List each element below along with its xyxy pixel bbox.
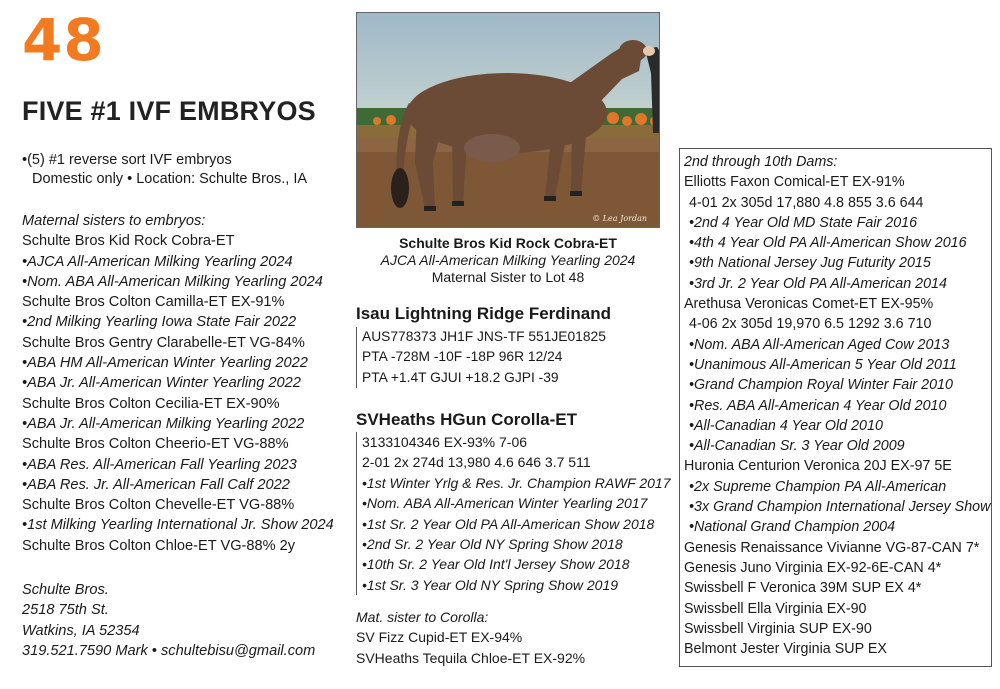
maternal-heading: Maternal sisters to embryos: — [22, 213, 206, 229]
entry-award: •3x Grand Champion International Jersey Show — [689, 499, 991, 516]
entry-record: 4-01 2x 305d 17,880 4.8 855 3.6 644 — [689, 194, 924, 211]
dam-info — [356, 432, 671, 595]
dams-list — [684, 172, 991, 659]
contact-name: Schulte Bros. — [22, 582, 109, 598]
entry-award: •1st Sr. 3 Year Old NY Spring Show 2019 — [362, 576, 619, 593]
entry-name: Schulte Bros Colton Cecilia-ET EX-90% — [22, 395, 280, 412]
maternal-sisters — [22, 211, 334, 556]
entry-name: Schulte Bros Colton Cheerio-ET VG-88% — [22, 436, 289, 453]
entry-award: •Unanimous All-American 5 Year Old 2011 — [689, 356, 957, 373]
cow-illustration — [357, 13, 660, 228]
entry-award: •ABA Res. All-American Fall Yearling 2023 — [22, 456, 297, 473]
lot-number: 48 — [22, 6, 105, 74]
entry-name: Arethusa Veronicas Comet-ET EX-95% — [684, 296, 934, 313]
entry-award: •National Grand Champion 2004 — [689, 519, 896, 536]
entry-name: Belmont Jester Virginia SUP EX — [684, 641, 887, 658]
entry-award: •ABA HM All-American Winter Yearling 2022 — [22, 355, 308, 372]
entry-name: 2-01 2x 274d 13,980 4.6 646 3.7 511 — [362, 454, 591, 471]
entry-award: •2x Supreme Champion PA All-American — [689, 478, 947, 495]
entry-name: Genesis Juno Virginia EX-92-6E-CAN 4* — [684, 559, 942, 576]
dam-name: SVHeaths HGun Corolla-ET — [356, 410, 578, 429]
entry-award: •1st Winter Yrlg & Res. Jr. Champion RAWF 2017 — [362, 474, 671, 491]
lot-title: FIVE #1 IVF EMBRYOS — [22, 96, 316, 126]
corolla-sister: SVHeaths Tequila Chloe-ET EX-92% — [356, 649, 586, 666]
entry-award: •2nd Sr. 2 Year Old NY Spring Show 2018 — [362, 536, 623, 553]
entry-name: Swissbell Ella Virginia EX-90 — [684, 600, 867, 617]
sire-line: PTA -728M -10F -18P 96R 12/24 — [362, 349, 563, 365]
entry-name: Schulte Bros Colton Chevelle-ET VG-88% — [22, 497, 295, 514]
dams-heading: 2nd through 10th Dams: — [684, 154, 838, 170]
entry-award: •3rd Jr. 2 Year Old PA All-American 2014 — [689, 275, 947, 292]
caption-award: AJCA All-American Milking Yearling 2024 — [380, 252, 636, 268]
entry-name: Schulte Bros Colton Camilla-ET EX-91% — [22, 294, 285, 311]
entry-award: •2nd Milking Yearling Iowa State Fair 2022 — [22, 314, 297, 331]
entry-award: •1st Milking Yearling International Jr. Show 2024 — [22, 517, 334, 534]
entry-name: Elliotts Faxon Comical-ET EX-91% — [684, 174, 905, 191]
maternal-list — [22, 231, 334, 556]
entry-name: Huronia Centurion Veronica 20J EX-97 5E — [684, 458, 952, 475]
entry-name: Schulte Bros Kid Rock Cobra-ET — [22, 233, 235, 250]
entry-name: 3133104346 EX-93% 7-06 — [362, 434, 528, 450]
caption-name: Schulte Bros Kid Rock Cobra-ET — [399, 235, 617, 251]
details-line: •(5) #1 reverse sort IVF embryos — [22, 152, 232, 168]
dams-box — [679, 148, 992, 667]
entry-award: •All-Canadian Sr. 3 Year Old 2009 — [689, 438, 905, 455]
sire-line: AUS778373 JH1F JNS-TF 551JE01825 — [362, 329, 606, 344]
entry-name: Genesis Renaissance Vivianne VG-87-CAN 7* — [684, 539, 980, 556]
entry-name: Swissbell Virginia SUP EX-90 — [684, 620, 872, 637]
contact-phone-email: 319.521.7590 Mark • schultebisu@gmail.com — [22, 642, 316, 659]
entry-award: •All-Canadian 4 Year Old 2010 — [689, 417, 883, 434]
photo-caption — [356, 235, 660, 286]
entry-award: •Nom. ABA All-American Aged Cow 2013 — [689, 336, 950, 353]
entry-award: •2nd 4 Year Old MD State Fair 2016 — [689, 214, 918, 231]
entry-award: •1st Sr. 2 Year Old PA All-American Show 2018 — [362, 515, 655, 532]
entry-record: 4-06 2x 305d 19,970 6.5 1292 3.6 710 — [689, 316, 932, 333]
entry-award: •Nom. ABA All-American Winter Yearling 2017 — [362, 495, 648, 512]
entry-award: •Res. ABA All-American 4 Year Old 2010 — [689, 397, 947, 414]
sire-name: Isau Lightning Ridge Ferdinand — [356, 304, 611, 323]
entry-name: Schulte Bros Colton Chloe-ET VG-88% 2y — [22, 537, 296, 554]
corolla-sister: SV Fizz Cupid-ET EX-94% — [356, 629, 523, 646]
contact-city: Watkins, IA 52354 — [22, 622, 140, 639]
entry-award: •Nom. ABA All-American Milking Yearling 2024 — [22, 273, 323, 290]
caption-note: Maternal Sister to Lot 48 — [431, 269, 585, 285]
cow-photo — [356, 12, 660, 228]
entry-award: •Grand Champion Royal Winter Fair 2010 — [689, 377, 953, 394]
entry-name: Swissbell F Veronica 39M SUP EX 4* — [684, 580, 922, 597]
sire-line: PTA +1.4T GJUI +18.2 GJPI -39 — [362, 369, 559, 385]
corolla-heading: Mat. sister to Corolla: — [356, 609, 489, 625]
entry-award: •10th Sr. 2 Year Old Int'l Jersey Show 2018 — [362, 556, 630, 573]
sire-info — [356, 327, 606, 388]
photo-credit: © Lea Jordan — [592, 214, 647, 223]
lot-details — [22, 151, 307, 189]
contact-block — [22, 580, 315, 661]
entry-award: •AJCA All-American Milking Yearling 2024 — [22, 253, 293, 270]
entry-name: Schulte Bros Gentry Clarabelle-ET VG-84% — [22, 334, 305, 351]
corolla-sisters — [356, 607, 585, 668]
entry-award: •ABA Jr. All-American Winter Yearling 2022 — [22, 375, 301, 392]
entry-award: •ABA Res. Jr. All-American Fall Calf 2022 — [22, 476, 290, 493]
details-line: Domestic only • Location: Schulte Bros., IA — [32, 171, 308, 187]
entry-award: •ABA Jr. All-American Milking Yearling 2022 — [22, 415, 305, 432]
entry-award: •9th National Jersey Jug Futurity 2015 — [689, 255, 931, 272]
contact-street: 2518 75th St. — [22, 602, 109, 619]
entry-award: •4th 4 Year Old PA All-American Show 2016 — [689, 235, 967, 252]
